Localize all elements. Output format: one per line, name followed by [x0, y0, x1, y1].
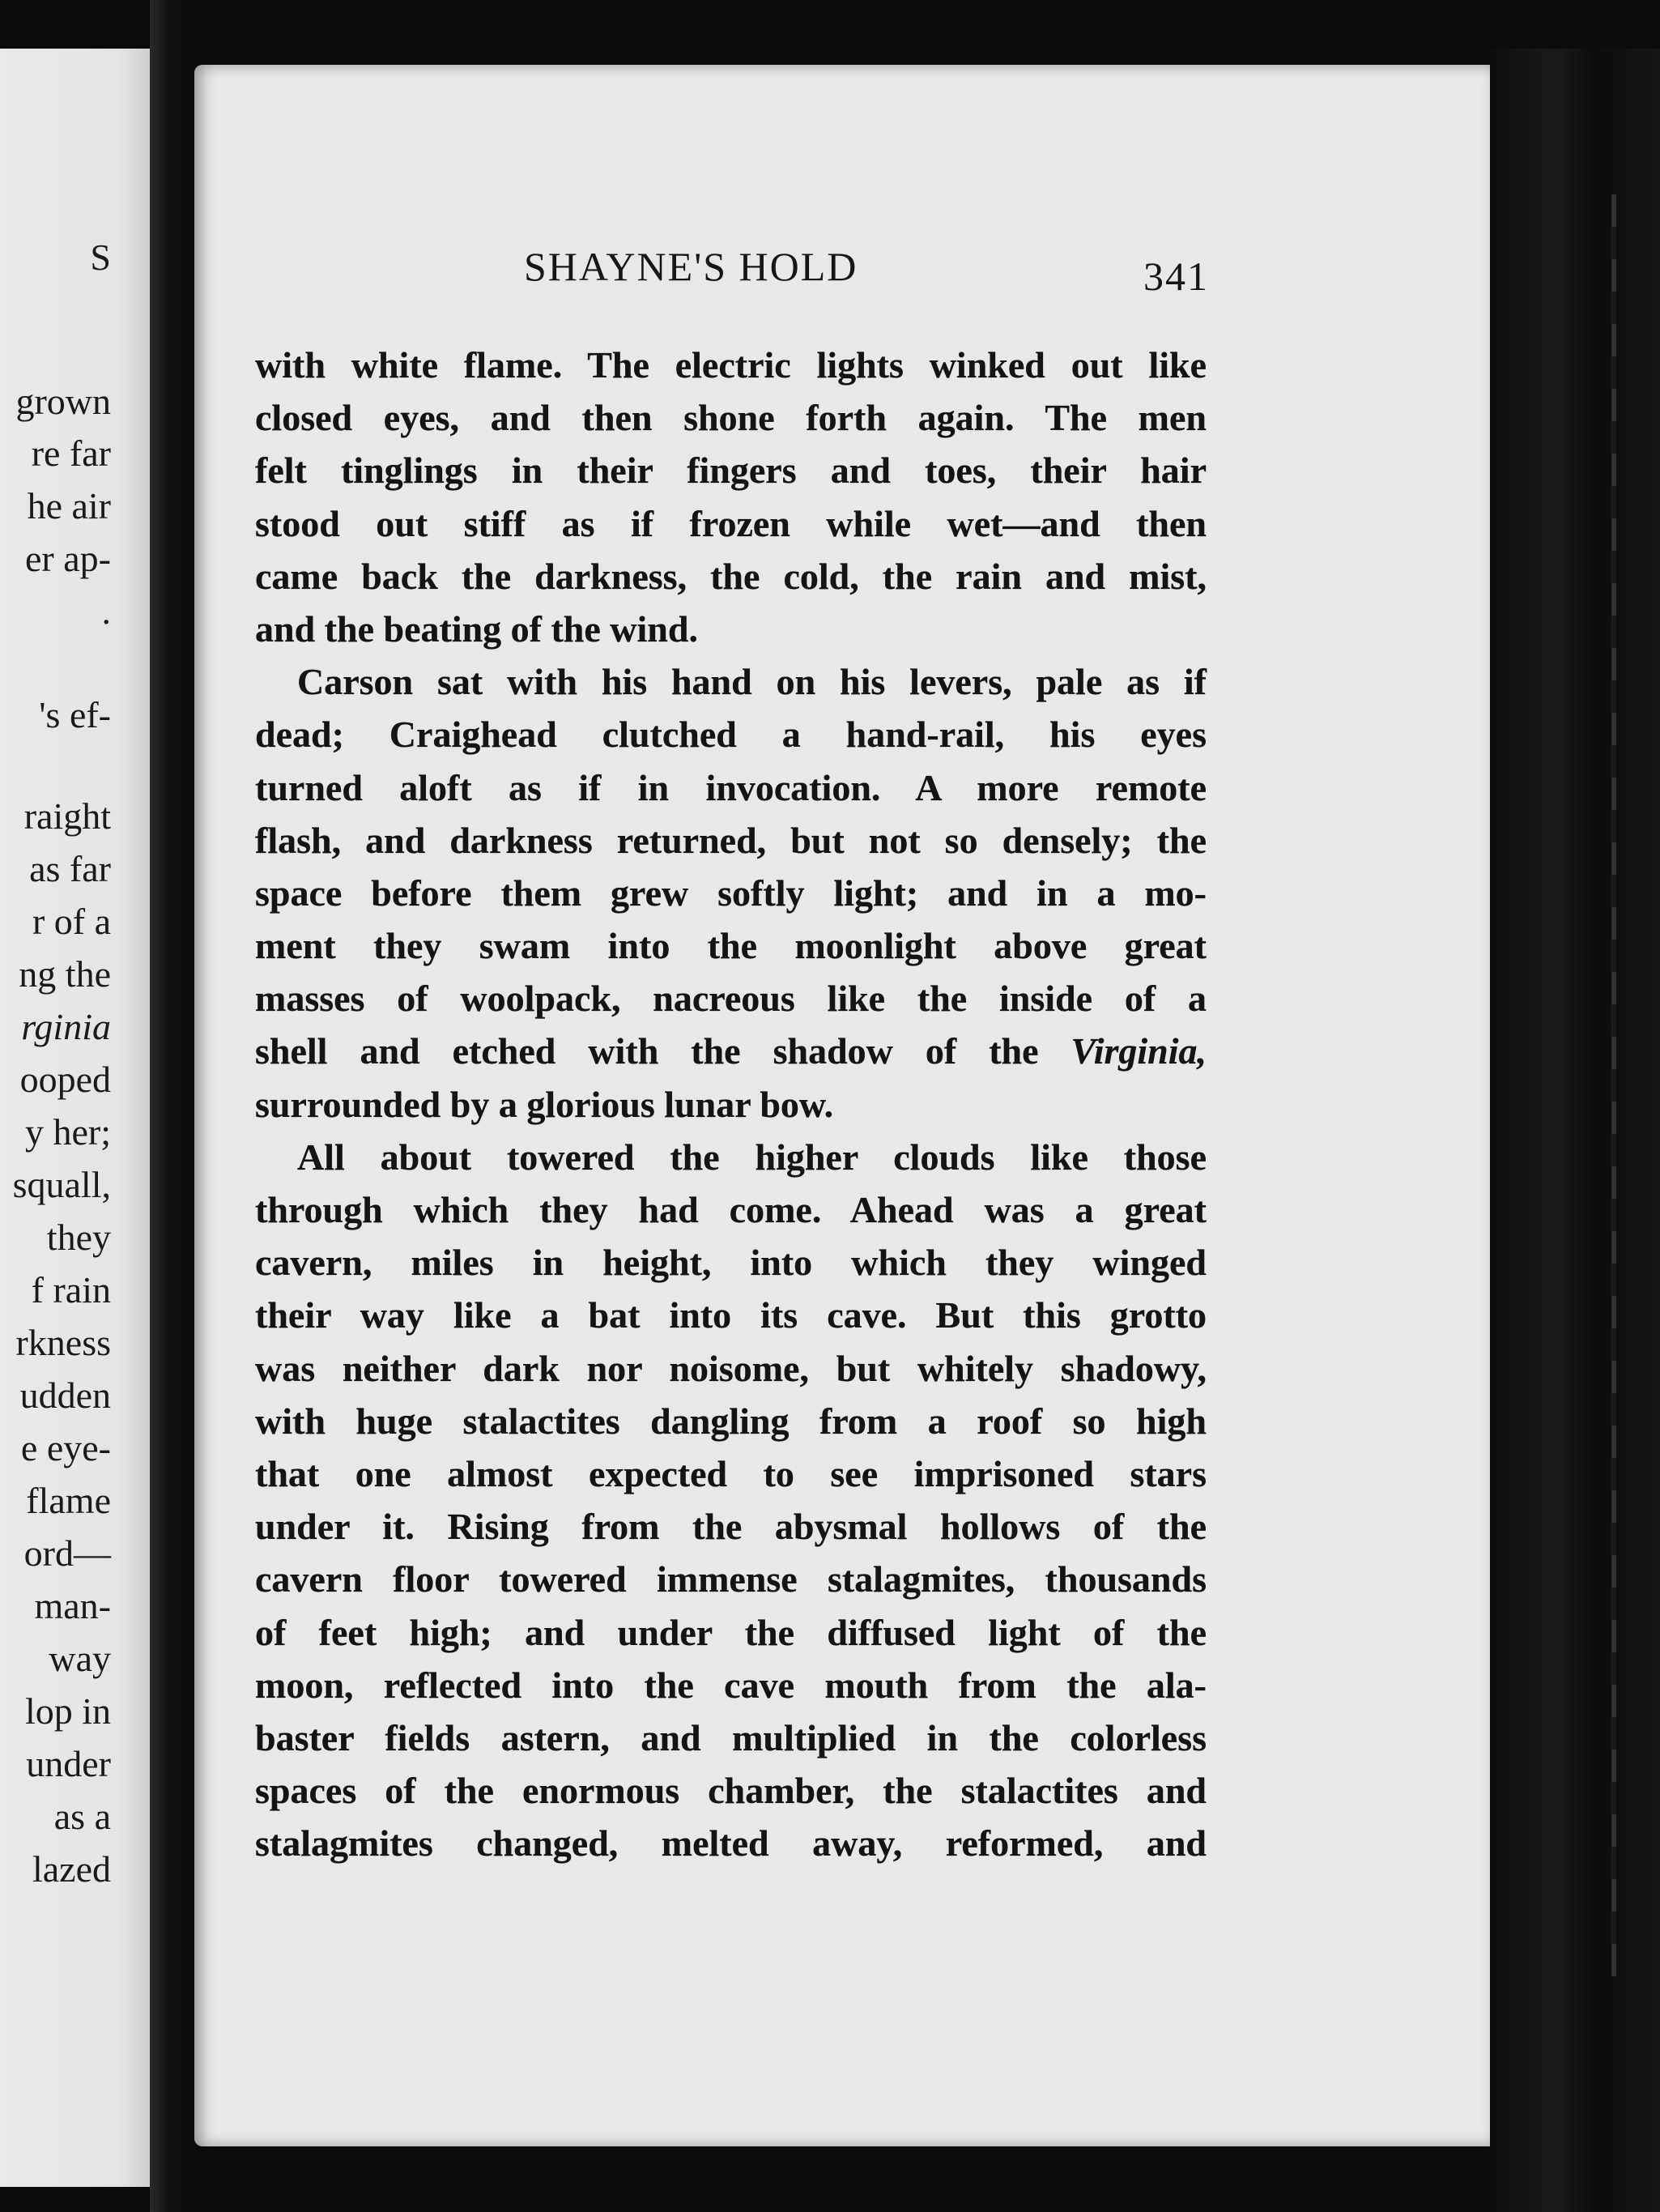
text-line: stalagmites changed, melted away, reformed, and	[255, 1822, 1207, 1865]
text-line: with huge stalactites dangling from a roof so high	[255, 1400, 1207, 1442]
left-fragment: e eye-	[20, 1427, 111, 1468]
left-fragment: raight	[23, 795, 111, 837]
text-line: that one almost expected to see imprisoned stars	[255, 1452, 1207, 1494]
left-fragment: f rain	[31, 1269, 111, 1311]
left-fragment: man-	[34, 1585, 111, 1626]
text-line: of feet high; and under the diffused light of the	[255, 1611, 1207, 1653]
left-fragment: lazed	[32, 1848, 111, 1890]
text-line: dead; Craighead clutched a hand-rail, his eyes	[255, 714, 1207, 756]
italic-ship-name: Virginia,	[1070, 1030, 1207, 1072]
left-fragment: r of a	[32, 901, 111, 942]
text-line: space before them grew softly light; and in a mo-	[255, 872, 1207, 914]
text-line: ment they swam into the moonlight above great	[255, 925, 1207, 967]
left-fragment: ord—	[23, 1532, 111, 1574]
left-fragment: ng the	[19, 953, 111, 995]
left-fragment: ooped	[19, 1059, 111, 1100]
text-line: under it. Rising from the abysmal hollows of the	[255, 1506, 1207, 1548]
text-line: flash, and darkness returned, but not so densely; the	[255, 819, 1207, 861]
left-fragment: as far	[29, 848, 111, 889]
left-fragment: squall,	[12, 1164, 111, 1205]
left-fragment: as a	[53, 1796, 111, 1837]
left-fragment: rkness	[15, 1322, 111, 1363]
text-line: moon, reflected into the cave mouth from the ala-	[255, 1664, 1207, 1706]
left-fragment: lop in	[24, 1690, 111, 1732]
text-line: came back the darkness, the cold, the rain and mist,	[255, 555, 1207, 597]
text-line: turned aloft as if in invocation. A more remote	[255, 766, 1207, 808]
running-title: SHAYNE'S HOLD	[524, 244, 858, 289]
text-line: felt tinglings in their fingers and toes, their hair	[255, 450, 1207, 492]
left-fragment: flame	[26, 1480, 111, 1521]
page-edges	[1490, 49, 1660, 2212]
text-line: closed eyes, and then shone forth again. The men	[255, 397, 1207, 439]
left-fragment: 's ef-	[39, 694, 111, 735]
left-fragment: .	[101, 590, 111, 632]
left-fragment: re far	[31, 433, 111, 474]
body-text	[255, 339, 1207, 1869]
text-line: through which they had come. Ahead was a great	[255, 1189, 1207, 1230]
text-line: cavern, miles in height, into which they winged	[255, 1242, 1207, 1284]
text-line-with-italic	[255, 1025, 1207, 1077]
page-number: 341	[1143, 254, 1209, 299]
text-line: their way like a bat into its cave. But this grotto	[255, 1294, 1207, 1336]
text-line: surrounded by a glorious lunar bow.	[255, 1083, 834, 1125]
left-fragment: way	[49, 1638, 111, 1679]
book-gutter	[150, 0, 198, 2212]
text-line: All about towered the higher clouds like those	[297, 1136, 1207, 1178]
text-line: baster fields astern, and multiplied in the colorless	[255, 1716, 1207, 1758]
text-segment: shell and etched with the shadow of the	[255, 1030, 1039, 1072]
left-fragment: they	[46, 1217, 111, 1258]
text-line: Carson sat with his hand on his levers, pale as if	[297, 661, 1207, 703]
left-fragment: he air	[27, 485, 111, 526]
text-line: was neither dark nor noisome, but whitely shadowy,	[255, 1347, 1207, 1389]
text-line: cavern floor towered immense stalagmites, thousands	[255, 1558, 1207, 1600]
left-fragment: er ap-	[25, 538, 111, 579]
left-fragment: grown	[15, 381, 111, 422]
left-facing-page	[0, 49, 150, 2187]
left-fragment: rginia	[21, 1006, 111, 1047]
text-line: and the beating of the wind.	[255, 607, 698, 650]
text-line: with white flame. The electric lights winked out like	[255, 344, 1207, 386]
left-fragment: S	[90, 237, 111, 278]
text-line: masses of woolpack, nacreous like the inside of a	[255, 978, 1207, 1020]
left-fragment: y her;	[24, 1111, 111, 1153]
left-fragment: under	[26, 1743, 111, 1784]
text-line: spaces of the enormous chamber, the stalactites and	[255, 1770, 1207, 1812]
left-fragment: udden	[19, 1375, 111, 1416]
text-line: stood out stiff as if frozen while wet—and then	[255, 502, 1207, 544]
